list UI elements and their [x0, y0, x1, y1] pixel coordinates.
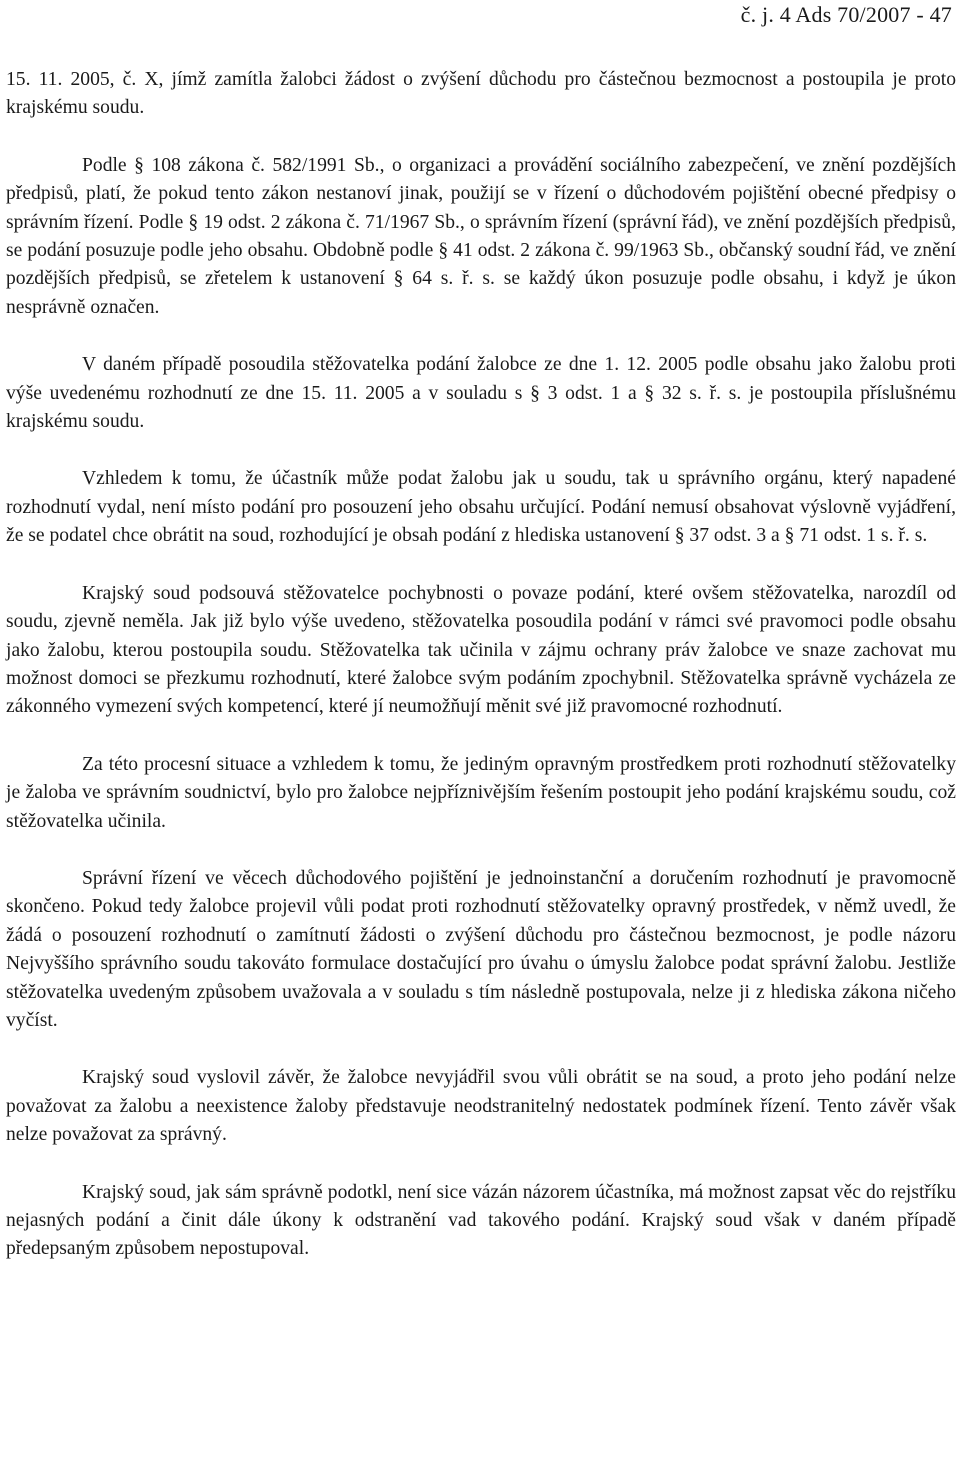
- paragraph: 15. 11. 2005, č. X, jímž zamítla žalobci žádost o zvýšení důchodu pro částečnou bezmocnost a postoupila je proto krajskému soudu.: [6, 69, 956, 119]
- paragraph: Podle § 108 zákona č. 582/1991 Sb., o organizaci a provádění sociálního zabezpečení, ve znění pozdějších předpisů, platí, že pokud tento zákon nestanoví jinak, použijí se v řízení o důchodovém pojištění obecné předpisy o správním řízení. Podle § 19 odst. 2 zákona č. 71/1967 Sb., o správním řízení (správní řád), ve znění pozdějších předpisů, se podání posuzuje podle jeho obsahu. Obdobně podle § 41 odst. 2 zákona č. 99/1963 Sb., občanský soudní řád, ve znění pozdějších předpisů, se zřetelem k ustanovení § 64 s. ř. s. se každý úkon posuzuje podle obsahu, i když je úkon nesprávně označen.: [6, 154, 956, 318]
- document-body: [6, 66, 956, 1293]
- paragraph: Krajský soud vyslovil závěr, že žalobce nevyjádřil svou vůli obrátit se na soud, a proto jeho podání nelze považovat za žalobu a neexistence žaloby představuje neodstranitelný nedostatek podmínek řízení. Tento závěr však nelze považovat za správný.: [6, 1067, 956, 1146]
- paragraph: Krajský soud, jak sám správně podotkl, není sice vázán názorem účastníka, má možnost zapsat věc do rejstříku nejasných podání a činit dále úkony k odstranění vad takového podání. Krajský soud však v daném případě předepsaným způsobem nepostupoval.: [6, 1181, 956, 1260]
- paragraph: V daném případě posoudila stěžovatelka podání žalobce ze dne 1. 12. 2005 podle obsahu jako žalobu proti výše uvedenému rozhodnutí ze dne 15. 11. 2005 a v souladu s § 3 odst. 1 a § 32 s. ř. s. je postoupila příslušnému krajskému soudu.: [6, 354, 956, 433]
- paragraph: Správní řízení ve věcech důchodového pojištění je jednoinstanční a doručením rozhodnutí je pravomocně skončeno. Pokud tedy žalobce projevil vůli podat proti rozhodnutí stěžovatelky opravný prostředek, v němž uvedl, že žádá o posouzení rozhodnutí o zamítnutí žádosti o zvýšení důchodu pro částečnou bezmocnost, je podle názoru Nejvyššího správního soudu takováto formulace dostačující pro úvahu o úmyslu žalobce podat správní žalobu. Jestliže stěžovatelka uvedeným způsobem uvažovala a v souladu s tím následně postupovala, nelze ji z hlediska zákona ničeho vyčíst.: [6, 867, 956, 1031]
- paragraph: Za této procesní situace a vzhledem k tomu, že jediným opravným prostředkem proti rozhodnutí stěžovatelky je žaloba ve správním soudnictví, bylo pro žalobce nejpříznivějším řešením postoupit jeho podání krajskému soudu, což stěžovatelka učinila.: [6, 753, 956, 832]
- paragraph: Krajský soud podsouvá stěžovatelce pochybnosti o povaze podání, které ovšem stěžovatelka, narozdíl od soudu, zjevně neměla. Jak již bylo výše uvedeno, stěžovatelka posoudila podání v rámci své pravomoci podle obsahu jako žalobu, kterou postoupila soudu. Stěžovatelka tak učinila v zájmu ochrany práv žalobce ve snaze zachovat mu možnost domoci se přezkumu rozhodnutí, které žalobce svým podáním zpochybnil. Stěžovatelka správně vycházela ze zákonného vymezení svých kompetencí, které jí neumožňují měnit své již pravomocné rozhodnutí.: [6, 582, 956, 718]
- paragraph: Vzhledem k tomu, že účastník může podat žalobu jak u soudu, tak u správního orgánu, který napadené rozhodnutí vydal, není místo podání pro posouzení jeho obsahu určující. Podání nemusí obsahovat výslovně vyjádření, že se podatel chce obrátit na soud, rozhodující je obsah podání z hlediska ustanovení § 37 odst. 3 a § 71 odst. 1 s. ř. s.: [6, 468, 956, 547]
- case-number-header: č. j. 4 Ads 70/2007 - 47: [740, 2, 952, 27]
